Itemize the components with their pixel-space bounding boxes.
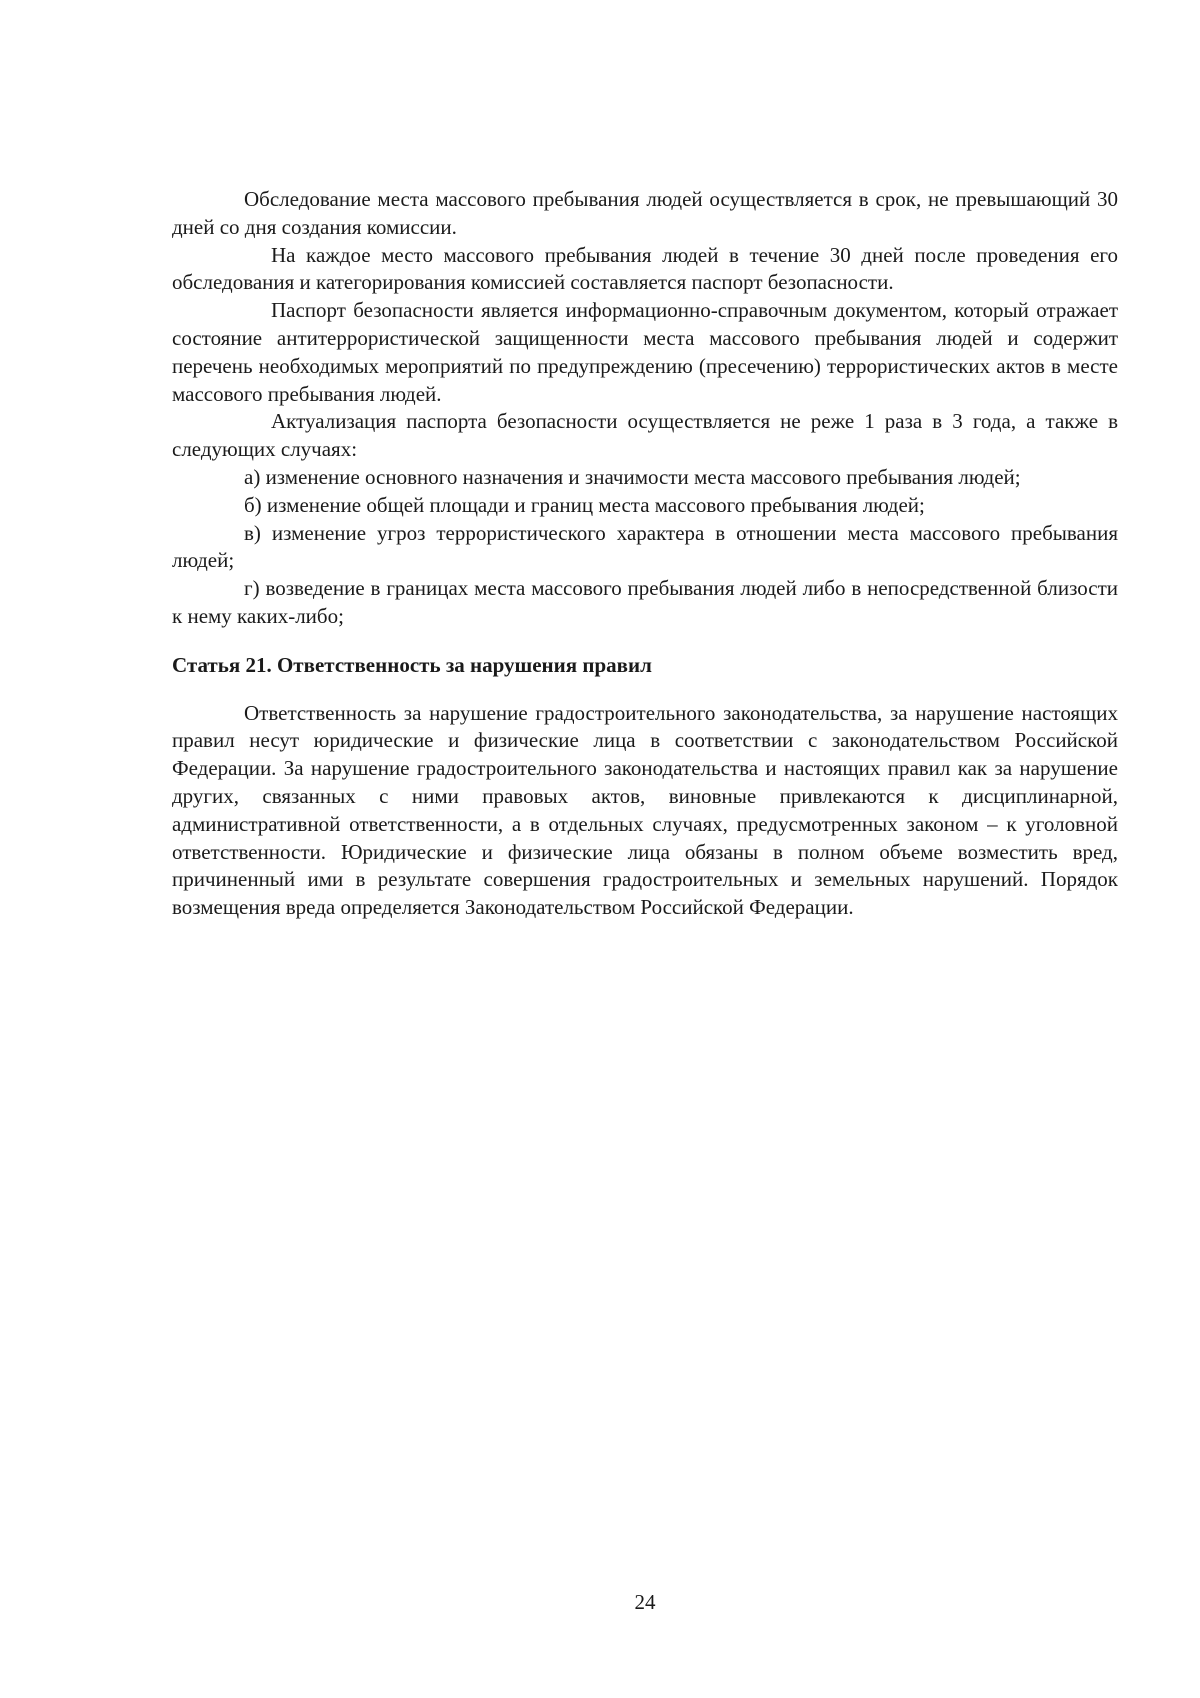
paragraph-survey-deadline: Обследование места массового пребывания людей осуществляется в срок, не превышающий 30 дней со дня создания комиссии. (172, 187, 1118, 239)
section-heading: Статья 21. Ответственность за нарушения правил (172, 652, 652, 677)
list-item-c: в) изменение угроз террористического характера в отношении места массового пребывания людей; (172, 520, 1118, 573)
paragraph-passport-compilation: На каждое место массового пребывания людей в течение 30 дней после проведения его обследования и категорирования комиссией составляется паспорт безопасности. (172, 242, 1118, 295)
list-item-b: б) изменение общей площади и границ места массового пребывания людей; (244, 492, 925, 517)
paragraph-passport-update: Актуализация паспорта безопасности осуществляется не реже 1 раза в 3 года, а также в следующих случаях: (172, 409, 1118, 462)
section-body: Ответственность за нарушение градостроительного законодательства, за нарушение настоящих правил несут юридические и физические лица в соответствии с законодательством Российской Федерации. За нарушение градостроительного законодательства и настоящих правил как за нарушение других, связанных с ними правовых актов, виновные привлекаются к дисциплинарной, административной ответственности, а в отдельных случаях, предусмотренных законом – к уголовной ответственности. Юридические и физические лица обязаны в полном объеме возместить вред, причиненный ими в результате совершения градостроительных и земельных нарушений. Порядок возмещения вреда определяется Законодательством Российской Федерации. (172, 700, 1118, 920)
list-item-a: а) изменение основного назначения и значимости места массового пребывания людей; (244, 464, 1021, 489)
list-item-d: г) возведение в границах места массового пребывания людей либо в непосредственной близости к нему каких-либо; (172, 576, 1118, 628)
paragraph-passport-definition: Паспорт безопасности является информационно-справочным документом, который отражает состояние антитеррористической защищенности места массового пребывания людей и содержит перечень необходимых мероприятий по предупреждению (пресечению) террористических актов в месте массового пребывания людей. (172, 298, 1118, 406)
page-number: 24 (634, 1590, 656, 1614)
page-content (172, 186, 1118, 922)
